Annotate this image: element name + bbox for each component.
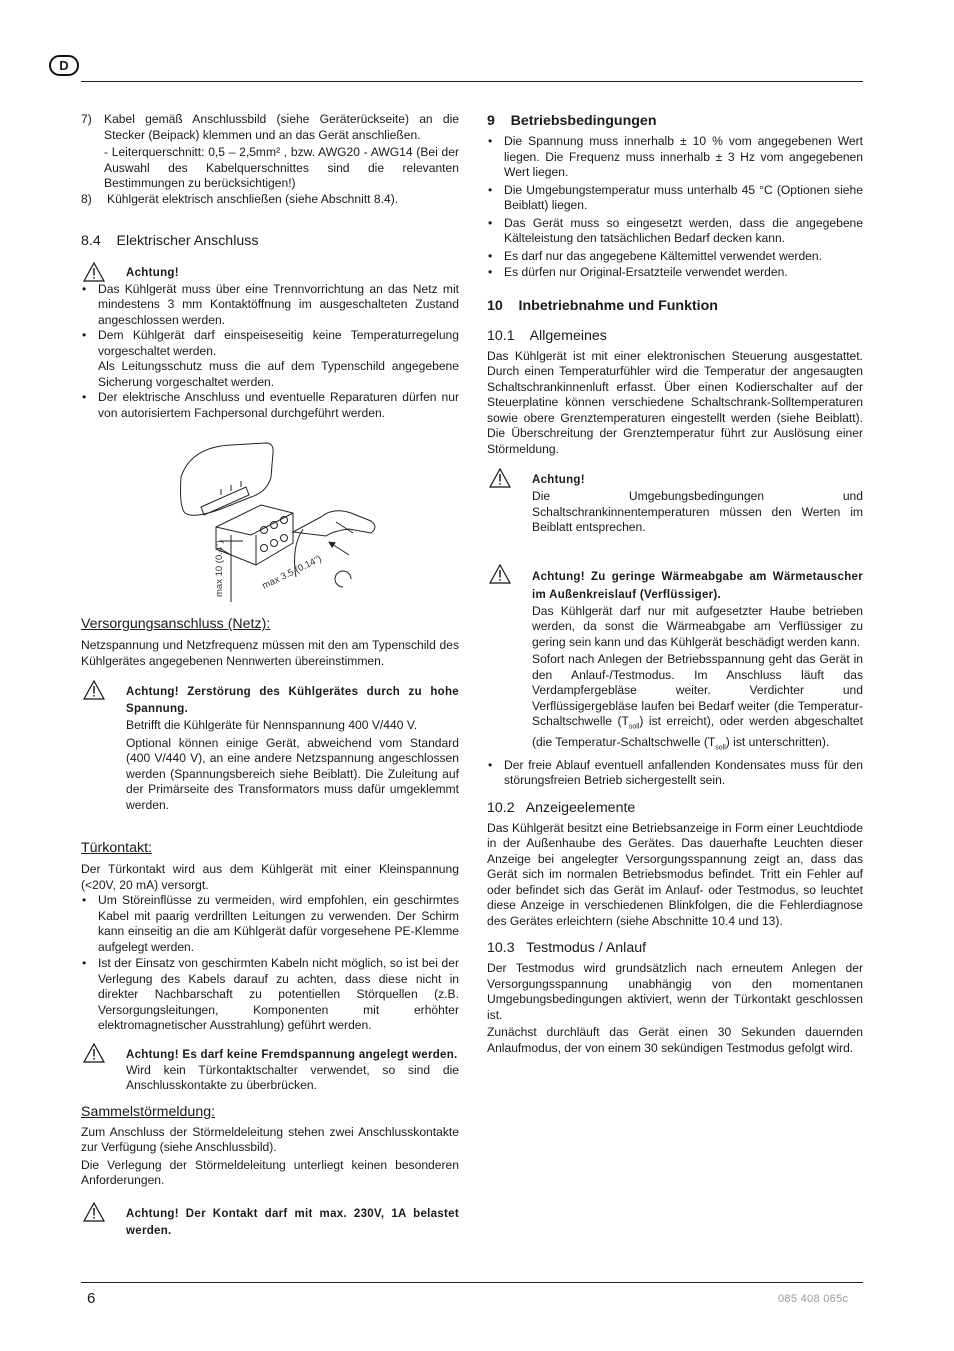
warning-block: Achtung! Zerstörung des Kühlgerätes durch zu hohe Spannung. Betrifft die Kühlgeräte für Nennspannung 400 V/440 V. Optional können einige Gerät, abweichend vom Standard (400 V/440 V), an eine andere Netzspannung angeschlossen werden (Spannungsbereich siehe Beiblatt). Die Zuleitung auf der Primärseite des Transformators muss dafür umgeklemmt werden. <box>81 684 459 813</box>
list-item: • Es dürfen nur Original-Ersatzteile verwendet werden. <box>487 265 863 281</box>
warning-block: Achtung! Zu geringe Wärmeabgabe am Wärmetauscher im Außenkreislauf (Verflüssiger). Das Kühlgerät darf nur mit aufgesetzter Haube betrieben werden, da sonst die Wärmeabgabe am Verflüssiger zu gering sein kann und das Kühlgerät beschädigt werden kann. Sofort nach Anlegen der Betriebsspannung geht das Gerät in den Anlauf-/Testmodus. Im Anschluss läuft das Verdampfergebläse weiter. Verdichter und Verflüssigergebläse laufen bei Bedarf weiter (die Temperatur-Schaltschwelle $(T_{soll})$ ist erreicht), oder werden abgeschaltet (die Temperatur-Schaltschwelle $(T_{soll})$ ist unterschritten). <box>487 568 863 756</box>
list-item-7: 7) Kabel gemäß Anschlussbild (siehe Geräterückseite) an die Stecker (Beipack) klemmen und an das Gerät anschließen. - Leiterquerschnitt: 0,5 – 2,5mm² , bzw. AWG20 - AWG14 (Bei der Auswahl des Kabelquerschnittes sind die relevanten Bestimmungen zu berücksichtigen!) <box>81 112 459 190</box>
warning-block: Achtung! Es darf keine Fremdspannung angelegt werden. Wird kein Türkontaktschalter verwendet, so sind die Anschlusskontakte zu überbrücken. <box>81 1047 459 1094</box>
list-item: • Der elektrische Anschluss und eventuelle Reparaturen dürfen nur von autorisiertem Fachpersonal durchgeführt werden. <box>81 390 459 421</box>
warning-icon <box>489 468 511 488</box>
section-9-list <box>487 134 863 281</box>
section-10-title: 10 Inbetriebnahme und Funktion <box>487 297 718 314</box>
warning-icon <box>83 680 105 700</box>
list-item: • Es darf nur das angegebene Kältemittel verwendet werden. <box>487 249 863 265</box>
document-code: 085 408 065c <box>778 1293 849 1305</box>
header-rule <box>81 81 863 82</box>
section-10-3-title: 10.3 Testmodus / Anlauf <box>487 940 647 957</box>
footer-rule <box>81 1282 863 1283</box>
list-item-8: 8) Kühlgerät elektrisch anschließen (siehe Abschnitt 8.4). <box>81 191 399 206</box>
warning-icon <box>83 262 105 282</box>
left-column: 7) Kabel gemäß Anschlussbild (siehe Geräterückseite) an die Stecker (Beipack) klemmen und an das Gerät anschließen. - Leiterquerschnitt: 0,5 – 2,5mm² , bzw. AWG20 - AWG14 (Bei der Auswahl des Kabelquerschnittes sind die relevanten Bestimmungen zu berücksichtigen!) 8) Kühlgerät elektrisch anschließen (siehe Abschnitt 8.4). 8.4 Elektrischer Anschluss Achtung! • Das Kühlgerät muss über eine Trennvorrichtung an das Netz mit mindestens 3 mm Kontaktöffnung im ausgeschalteten Zustand angeschlossen werden. • Dem Kühlgerät darf einspeiseseitig keine Temperaturregelung vorgeschaltet werden. Als Leitungsschutz muss die auf dem Typenschild angegebene Sicherung vorgeschaltet werden. • Der elektrische Anschluss und eventuelle Reparaturen dürfen nur von autorisiertem Fachpersonal durchgeführt werden. max 3.5 (0.14") max 10 (0.4") Versorgungsanschluss (Netz): Netzspannung und Netzfrequenz müssen mit den am Typenschild des Kühlgerätes angegebenen Nennwerten übereinstimmen. Achtung! Zerstörung des Kühlgerätes durch zu hohe Spannung. Betrifft die Kühlgeräte für Nennspannung 400 V/440 V. Optional können einige Gerät, abweichend vom Standard (400 V/440 V), an eine andere Netzspannung angeschlossen werden (Spannungsbereich siehe Beiblatt). Die Zuleitung auf der Primärseite des Transformators muss dafür umgeklemmt werden. Türkontakt: Der Türkontakt wird aus dem Kühlgerät mit einer Kleinspannung (<20V, 20 mA) versorgt. • Um Störeinflüsse zu vermeiden, wird empfohlen, ein geschirmtes Kabel mit paarig verdrillten Leitungen zu verwenden. Der Schirm kann einseitig an die am Kühlgerät dafür vorgesehene PE-Klemme aufgelegt werden. • Ist der Einsatz von geschirmten Kabeln nicht möglich, so ist bei der Verlegung des Kabels darauf zu achten, dass diese nicht in direkter Nachbarschaft zu potentiellen Störquellen (z.B. Versorgungsleitungen, Komponenten mit erhöhter elektromagnetischer Ausstrahlung) geführt werden. Achtung! Es darf keine Fremdspannung angelegt werden. Wird kein Türkontaktschalter verwendet, so sind die Anschlusskontakte zu überbrücken. Sammelstörmeldung: Zum Anschluss der Störmeldeleitung stehen zwei Anschlusskontakte zur Verfügung (siehe Anschlussbild). Die Verlegung der Störmeldeleitung unterliegt keinen besonderen Anforderungen. Achtung! Der Kontakt darf mit max. 230V, 1A belastet werden. <box>81 112 459 1240</box>
warning-block: Achtung! <box>81 266 459 282</box>
page-number: 6 <box>87 1290 96 1307</box>
warning-block: Achtung! Der Kontakt darf mit max. 230V, 1A belastet werden. <box>81 1206 459 1240</box>
list-item: • Um Störeinflüsse zu vermeiden, wird empfohlen, ein geschirmtes Kabel mit paarig verdrillten Leitungen zu verwenden. Der Schirm kann einseitig an die am Kühlgerät dafür vorgesehene PE-Klemme aufgelegt werden. <box>81 893 459 955</box>
warning-icon <box>83 1043 105 1063</box>
right-column: 9 Betriebsbedingungen • Die Spannung muss innerhalb ± 10 % vom angegebenen Wert liegen. Die Frequenz muss innerhalb ± 3 Hz vom angegebenen Wert liegen. • Die Umgebungstemperatur muss unterhalb 45 °C (Optionen siehe Beiblatt) liegen. • Das Gerät muss so eingesetzt werden, dass die angegebene Kälteleistung den tatsächlichen Bedarf decken kann. • Es darf nur das angegebene Kältemittel verwendet werden. • Es dürfen nur Original-Ersatzteile verwendet werden. 10 Inbetriebnahme und Funktion 10.1 Allgemeines Das Kühlgerät ist mit einer elektronischen Steuerung ausgestattet. Durch einen Temperaturfühler wird die Temperatur der angesaugten Schaltschrankinnenluft erfasst. Über einen Kodierschalter auf der Steuerplatine können verschiedene Schaltschrank-Solltemperaturen sowie obere Grenztemperaturen eingestellt werden (siehe Beiblatt). Die Überschreitung der Grenztemperatur führt zur Auslösung einer Störmeldung. Achtung! Die Umgebungsbedingungen und Schaltschrankinnentemperaturen müssen den Werten im Beiblatt entsprechen. Achtung! Zu geringe Wärmeabgabe am Wärmetauscher im Außenkreislauf (Verflüssiger). Das Kühlgerät darf nur mit aufgesetzter Haube betrieben werden, da sonst die Wärmeabgabe am Verflüssiger zu gering sein kann und das Kühlgerät beschädigt werden kann. Sofort nach Anlegen der Betriebsspannung geht das Gerät in den Anlauf-/Testmodus. Im Anschluss läuft das Verdampfergebläse weiter. Verdichter und Verflüssigergebläse laufen bei Bedarf weiter (die Temperatur-Schaltschwelle $(T_{soll})$ ist erreicht), oder werden abgeschaltet (die Temperatur-Schaltschwelle $(T_{soll})$ ist unterschritten). • Der freie Ablauf eventuell anfallenden Kondensates muss für den störungsfreien Betrieb sichergestellt sein. 10.2 Anzeigeelemente Das Kühlgerät besitzt eine Betriebsanzeige in Form einer Leuchtdiode in der Außenhaube des Gerätes. Das dauerhafte Leuchten dieser Anzeige bei angelegter Versorgungsspannung zeigt an, dass das Gerät sich im normalen Betriebsmodus befindet. Tritt ein Fehler auf oder befindet sich das Gerät im Anlauf- oder Testmodus, so leuchtet diese Anzeige in verschiedenen Blinkfolgen, die die Fehlerdiagnose des Gerätes erleichtern (siehe Abschnitte 10.4 und 13). 10.3 Testmodus / Anlauf Der Testmodus wird grundsätzlich nach erneutem Anlegen der Versorgungsspannung unabhängig von den momentanen Umgebungsbedingungen aktiviert, wenn der Türkontakt geschlossen ist. Zunächst durchläuft das Gerät einen 30 Sekunden dauernden Anlaufmodus, der von einem 30 sekündigen Testmodus gefolgt wird. <box>487 112 863 1056</box>
list-item: • Ist der Einsatz von geschirmten Kabeln nicht möglich, so ist bei der Verlegung des Kabels darauf zu achten, dass diese nicht in direkter Nachbarschaft zu potentiellen Störquellen (z.B. Versorgungsleitungen, Komponenten mit erhöhter elektromagnetischer Ausstrahlung) geführt werden. <box>81 956 459 1034</box>
section-8-4-title: 8.4 Elektrischer Anschluss <box>81 233 259 249</box>
warning-block: Achtung! Die Umgebungsbedingungen und Schaltschrankinnentemperaturen müssen den Werten im Beiblatt entsprechen. <box>487 472 863 536</box>
connector-figure <box>81 437 459 602</box>
connector-illustration <box>81 437 459 602</box>
language-badge: D <box>49 55 79 76</box>
list-item: • Dem Kühlgerät darf einspeiseseitig keine Temperaturregelung vorgeschaltet werden. Als Leitungsschutz muss die auf dem Typenschild angegebene Sicherung vorgeschaltet werden. <box>81 328 459 390</box>
section-8-4-list <box>81 282 459 422</box>
list-item: • Das Gerät muss so eingesetzt werden, dass die angegebene Kälteleistung den tatsächlichen Bedarf decken kann. <box>487 216 863 247</box>
warning-icon <box>83 1202 105 1222</box>
section-9-title: 9 Betriebsbedingungen <box>487 113 657 129</box>
door-contact-title: Türkontakt: <box>81 840 152 856</box>
list-item: • Die Umgebungstemperatur muss unterhalb 45 °C (Optionen siehe Beiblatt) liegen. <box>487 183 863 214</box>
dimension-label-1: max 3.5 (0.14") <box>260 553 324 592</box>
collective-fault-title: Sammelstörmeldung: <box>81 1103 216 1120</box>
section-10-1-title: 10.1 Allgemeines <box>487 327 607 344</box>
dimension-label-2: max 10 (0.4") <box>214 540 225 597</box>
supply-connection-title: Versorgungsanschluss (Netz): <box>81 616 271 632</box>
door-contact-list <box>81 893 459 1034</box>
condensate-list <box>487 758 863 789</box>
list-item: • Die Spannung muss innerhalb ± 10 % vom angegebenen Wert liegen. Die Frequenz muss innerhalb ± 3 Hz vom angegebenen Wert liegen. <box>487 134 863 181</box>
warning-icon <box>489 564 511 584</box>
list-item: • Der freie Ablauf eventuell anfallenden Kondensates muss für den störungsfreien Betrieb sichergestellt sein. <box>487 758 863 789</box>
section-10-2-title: 10.2 Anzeigeelemente <box>487 799 636 816</box>
list-item: • Das Kühlgerät muss über eine Trennvorrichtung an das Netz mit mindestens 3 mm Kontaktöffnung im ausgeschalteten Zustand angeschlossen werden. <box>81 282 459 329</box>
